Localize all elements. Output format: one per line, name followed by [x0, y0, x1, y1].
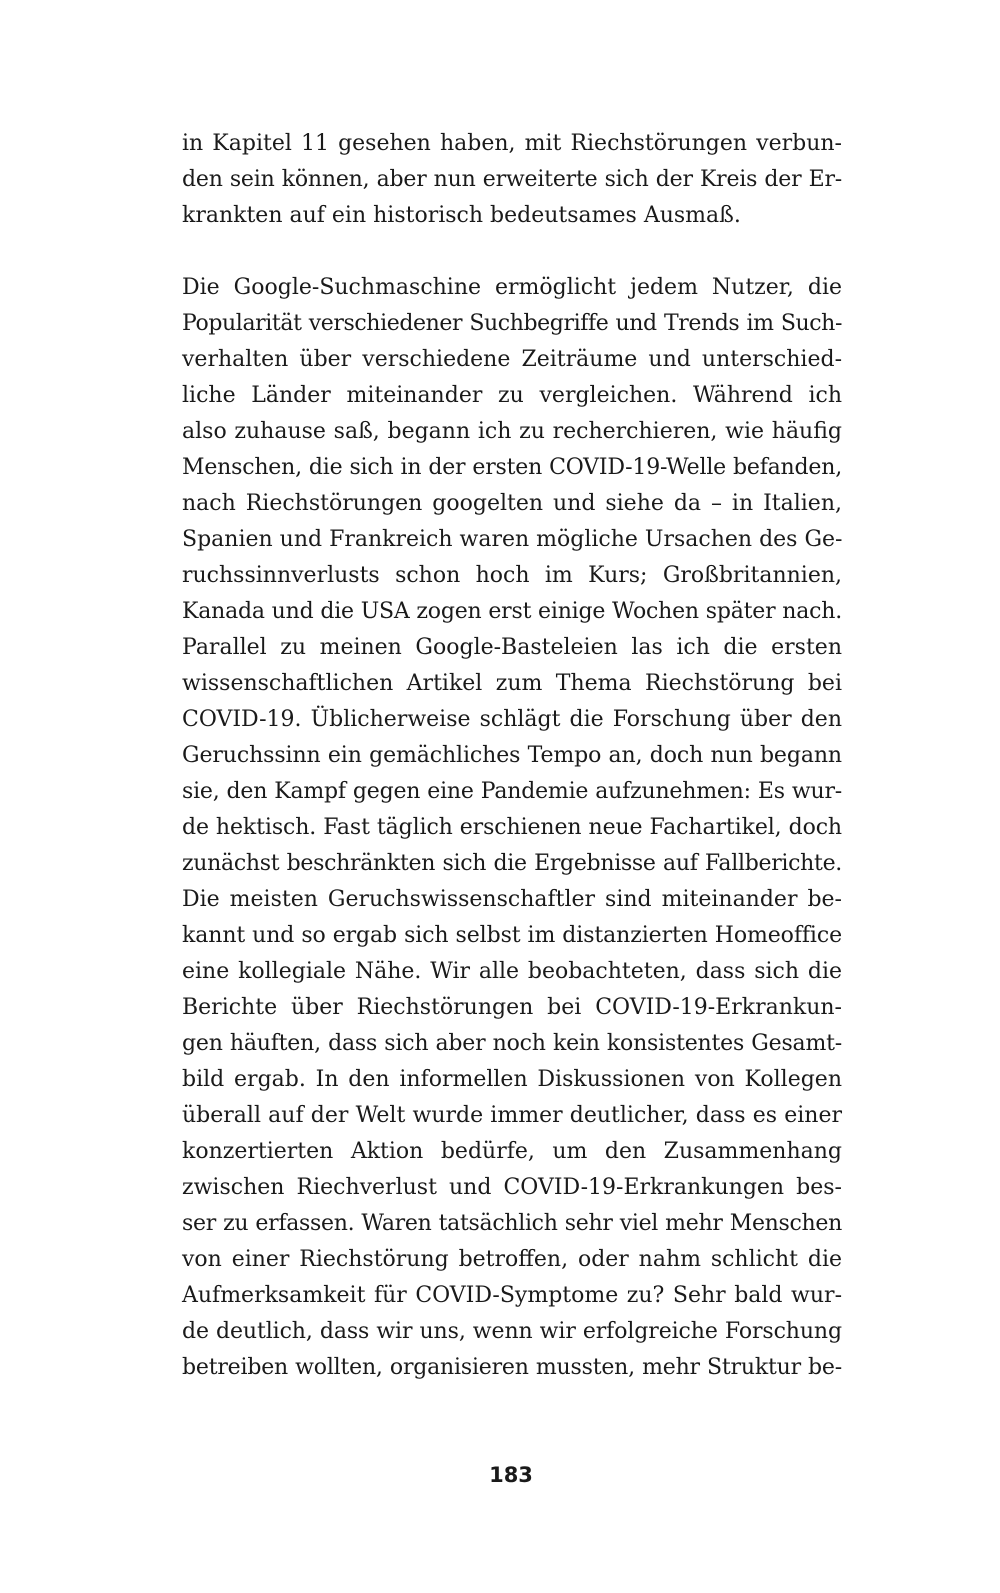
text-line: de hektisch. Fast täglich erschienen neue Fachartikel, doch — [182, 815, 842, 840]
text-line: Menschen, die sich in der ersten COVID-19-Welle befanden, — [182, 455, 842, 480]
text-line: Parallel zu meinen Google-Basteleien las ich die ersten — [182, 635, 842, 660]
text-line: gen häuften, dass sich aber noch kein konsistentes Gesamt- — [182, 1031, 842, 1056]
text-line: wissenschaftlichen Artikel zum Thema Riechstörung bei — [182, 671, 842, 696]
paragraph-2 — [182, 270, 842, 1386]
text-line: Geruchssinn ein gemächliches Tempo an, doch nun begann — [182, 743, 842, 768]
body-text — [182, 126, 842, 1386]
text-line: zunächst beschränkten sich die Ergebnisse auf Fallberichte. — [182, 851, 842, 876]
text-line: konzertierten Aktion bedürfe, um den Zusammenhang — [182, 1139, 842, 1164]
text-line: Die Google-Suchmaschine ermöglicht jedem Nutzer, die — [182, 275, 842, 300]
text-line: verhalten über verschiedene Zeiträume und unterschied- — [182, 347, 842, 372]
text-line: ruchssinnverlusts schon hoch im Kurs; Großbritannien, — [182, 563, 842, 588]
text-line: ser zu erfassen. Waren tatsächlich sehr viel mehr Menschen — [182, 1211, 842, 1236]
text-line: krankten auf ein historisch bedeutsames Ausmaß. — [182, 203, 741, 228]
text-line: den sein können, aber nun erweiterte sich der Kreis der Er- — [182, 167, 842, 192]
text-line: Popularität verschiedener Suchbegriffe und Trends im Such- — [182, 311, 842, 336]
text-line: überall auf der Welt wurde immer deutlicher, dass es einer — [182, 1103, 842, 1128]
paragraph-1 — [182, 126, 842, 234]
text-line: in Kapitel 11 gesehen haben, mit Riechstörungen verbun- — [182, 131, 842, 156]
text-line: Die meisten Geruchswissenschaftler sind miteinander be- — [182, 887, 842, 912]
text-line: bild ergab. In den informellen Diskussionen von Kollegen — [182, 1067, 842, 1092]
text-line: Aufmerksamkeit für COVID-Symptome zu? Sehr bald wur- — [182, 1283, 842, 1308]
page-number: 183 — [489, 1463, 533, 1487]
text-line: Berichte über Riechstörungen bei COVID-19-Erkrankun- — [182, 995, 842, 1020]
text-line: Spanien und Frankreich waren mögliche Ursachen des Ge- — [182, 527, 843, 552]
text-line: nach Riechstörungen googelten und siehe da – in Italien, — [182, 491, 842, 516]
text-line: von einer Riechstörung betroffen, oder nahm schlicht die — [182, 1247, 842, 1272]
text-line: eine kollegiale Nähe. Wir alle beobachteten, dass sich die — [182, 959, 842, 984]
text-line: also zuhause saß, begann ich zu recherchieren, wie häufig — [182, 419, 842, 444]
paragraph-gap — [182, 234, 842, 270]
text-line: kannt und so ergab sich selbst im distanzierten Homeoffice — [182, 923, 842, 948]
text-line: betreiben wollten, organisieren mussten, mehr Struktur be- — [182, 1355, 842, 1380]
text-line: Kanada und die USA zogen erst einige Wochen später nach. — [182, 599, 842, 624]
text-line: zwischen Riechverlust und COVID-19-Erkrankungen bes- — [182, 1175, 842, 1200]
text-line: sie, den Kampf gegen eine Pandemie aufzunehmen: Es wur- — [182, 779, 842, 804]
text-line: liche Länder miteinander zu vergleichen. Während ich — [182, 383, 842, 408]
text-line: de deutlich, dass wir uns, wenn wir erfolgreiche Forschung — [182, 1319, 842, 1344]
text-line: COVID-19. Üblicherweise schlägt die Forschung über den — [182, 707, 842, 732]
